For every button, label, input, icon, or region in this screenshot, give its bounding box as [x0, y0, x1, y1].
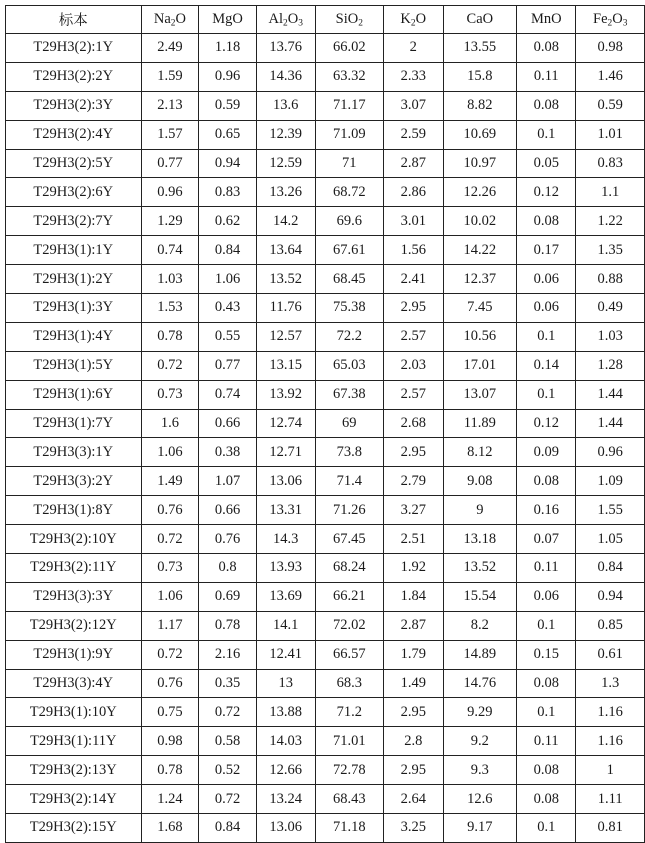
cell-sio2: 71.2 — [315, 698, 383, 727]
table-row — [6, 438, 645, 467]
cell-sample: T29H3(1):1Y — [6, 236, 142, 265]
cell-fe2o3: 0.83 — [576, 149, 645, 178]
cell-cao: 9.08 — [443, 467, 517, 496]
cell-al2o3: 12.59 — [256, 149, 315, 178]
table-row — [6, 582, 645, 611]
cell-mno: 0.09 — [517, 438, 576, 467]
cell-k2o: 2.68 — [383, 409, 443, 438]
cell-mno: 0.05 — [517, 149, 576, 178]
cell-na2o: 1.68 — [141, 814, 199, 843]
cell-fe2o3: 0.96 — [576, 438, 645, 467]
cell-na2o: 0.72 — [141, 525, 199, 554]
cell-fe2o3: 1.05 — [576, 525, 645, 554]
composition-table-container — [5, 5, 645, 843]
cell-sample: T29H3(2):2Y — [6, 62, 142, 91]
cell-sio2: 71.17 — [315, 91, 383, 120]
cell-al2o3: 13.92 — [256, 380, 315, 409]
cell-k2o: 2.8 — [383, 727, 443, 756]
cell-mno: 0.1 — [517, 814, 576, 843]
cell-al2o3: 13.64 — [256, 236, 315, 265]
cell-sample: T29H3(2):7Y — [6, 207, 142, 236]
cell-na2o: 0.74 — [141, 236, 199, 265]
cell-fe2o3: 0.81 — [576, 814, 645, 843]
cell-na2o: 0.78 — [141, 322, 199, 351]
cell-al2o3: 13.06 — [256, 467, 315, 496]
cell-cao: 9.29 — [443, 698, 517, 727]
cell-mno: 0.06 — [517, 294, 576, 323]
cell-al2o3: 13.06 — [256, 814, 315, 843]
cell-na2o: 1.49 — [141, 467, 199, 496]
cell-sio2: 69.6 — [315, 207, 383, 236]
cell-mgo: 0.96 — [199, 62, 257, 91]
cell-cao: 9.2 — [443, 727, 517, 756]
cell-cao: 8.12 — [443, 438, 517, 467]
cell-k2o: 2.33 — [383, 62, 443, 91]
table-row — [6, 467, 645, 496]
cell-k2o: 2 — [383, 34, 443, 63]
cell-mgo: 0.52 — [199, 756, 257, 785]
cell-mgo: 0.55 — [199, 322, 257, 351]
cell-mno: 0.08 — [517, 467, 576, 496]
table-row — [6, 409, 645, 438]
cell-sample: T29H3(3):3Y — [6, 582, 142, 611]
cell-al2o3: 14.36 — [256, 62, 315, 91]
cell-sio2: 69 — [315, 409, 383, 438]
cell-na2o: 1.29 — [141, 207, 199, 236]
cell-mgo: 0.76 — [199, 525, 257, 554]
cell-sample: T29H3(1):11Y — [6, 727, 142, 756]
cell-k2o: 2.79 — [383, 467, 443, 496]
cell-fe2o3: 1.16 — [576, 698, 645, 727]
cell-sample: T29H3(2):15Y — [6, 814, 142, 843]
cell-k2o: 2.51 — [383, 525, 443, 554]
cell-sio2: 68.45 — [315, 265, 383, 294]
cell-sample: T29H3(1):9Y — [6, 640, 142, 669]
cell-sio2: 71.18 — [315, 814, 383, 843]
cell-mgo: 0.65 — [199, 120, 257, 149]
cell-al2o3: 13.31 — [256, 496, 315, 525]
table-row — [6, 351, 645, 380]
cell-cao: 13.55 — [443, 34, 517, 63]
cell-mno: 0.11 — [517, 727, 576, 756]
cell-sio2: 66.21 — [315, 582, 383, 611]
cell-k2o: 2.95 — [383, 438, 443, 467]
cell-mno: 0.12 — [517, 409, 576, 438]
cell-fe2o3: 1.46 — [576, 62, 645, 91]
cell-cao: 13.07 — [443, 380, 517, 409]
cell-mgo: 0.62 — [199, 207, 257, 236]
cell-sio2: 68.3 — [315, 669, 383, 698]
cell-fe2o3: 1 — [576, 756, 645, 785]
cell-cao: 15.8 — [443, 62, 517, 91]
cell-mgo: 0.78 — [199, 611, 257, 640]
cell-cao: 7.45 — [443, 294, 517, 323]
cell-mno: 0.08 — [517, 34, 576, 63]
cell-fe2o3: 0.84 — [576, 554, 645, 583]
cell-k2o: 2.57 — [383, 380, 443, 409]
cell-fe2o3: 1.44 — [576, 380, 645, 409]
composition-table — [5, 5, 645, 843]
table-row — [6, 149, 645, 178]
table-row — [6, 62, 645, 91]
cell-sample: T29H3(2):13Y — [6, 756, 142, 785]
cell-al2o3: 13.52 — [256, 265, 315, 294]
table-row — [6, 640, 645, 669]
cell-sample: T29H3(3):1Y — [6, 438, 142, 467]
cell-sample: T29H3(1):8Y — [6, 496, 142, 525]
cell-na2o: 1.06 — [141, 582, 199, 611]
cell-al2o3: 13.88 — [256, 698, 315, 727]
cell-al2o3: 14.3 — [256, 525, 315, 554]
cell-k2o: 2.86 — [383, 178, 443, 207]
cell-mgo: 0.66 — [199, 409, 257, 438]
cell-al2o3: 12.66 — [256, 756, 315, 785]
cell-mno: 0.14 — [517, 351, 576, 380]
cell-sio2: 71.09 — [315, 120, 383, 149]
cell-sample: T29H3(2):5Y — [6, 149, 142, 178]
cell-fe2o3: 0.49 — [576, 294, 645, 323]
table-row — [6, 669, 645, 698]
cell-mgo: 0.69 — [199, 582, 257, 611]
cell-k2o: 2.57 — [383, 322, 443, 351]
cell-al2o3: 13.69 — [256, 582, 315, 611]
table-row — [6, 294, 645, 323]
cell-fe2o3: 1.03 — [576, 322, 645, 351]
table-row — [6, 91, 645, 120]
table-row — [6, 380, 645, 409]
header-al2o3: $Al_2O_3$ — [256, 6, 315, 34]
cell-sio2: 72.02 — [315, 611, 383, 640]
cell-al2o3: 12.71 — [256, 438, 315, 467]
cell-cao: 17.01 — [443, 351, 517, 380]
header-sample: 标本 — [6, 6, 142, 34]
cell-sample: T29H3(2):11Y — [6, 554, 142, 583]
cell-k2o: 2.87 — [383, 611, 443, 640]
cell-fe2o3: 1.44 — [576, 409, 645, 438]
table-row — [6, 322, 645, 351]
cell-cao: 14.22 — [443, 236, 517, 265]
cell-mgo: 0.66 — [199, 496, 257, 525]
cell-fe2o3: 1.01 — [576, 120, 645, 149]
cell-k2o: 2.87 — [383, 149, 443, 178]
cell-k2o: 2.59 — [383, 120, 443, 149]
cell-k2o: 3.01 — [383, 207, 443, 236]
cell-mno: 0.08 — [517, 91, 576, 120]
cell-mno: 0.1 — [517, 120, 576, 149]
cell-na2o: 1.6 — [141, 409, 199, 438]
table-row — [6, 120, 645, 149]
cell-mgo: 1.07 — [199, 467, 257, 496]
cell-mgo: 0.83 — [199, 178, 257, 207]
cell-sample: T29H3(2):14Y — [6, 785, 142, 814]
cell-al2o3: 11.76 — [256, 294, 315, 323]
cell-cao: 13.52 — [443, 554, 517, 583]
cell-na2o: 1.59 — [141, 62, 199, 91]
cell-fe2o3: 1.16 — [576, 727, 645, 756]
cell-cao: 12.37 — [443, 265, 517, 294]
cell-sio2: 67.61 — [315, 236, 383, 265]
table-row — [6, 756, 645, 785]
cell-mno: 0.15 — [517, 640, 576, 669]
cell-fe2o3: 0.85 — [576, 611, 645, 640]
cell-mno: 0.08 — [517, 756, 576, 785]
cell-mgo: 1.06 — [199, 265, 257, 294]
cell-na2o: 2.49 — [141, 34, 199, 63]
cell-na2o: 0.75 — [141, 698, 199, 727]
cell-sio2: 66.02 — [315, 34, 383, 63]
cell-k2o: 1.56 — [383, 236, 443, 265]
cell-cao: 10.97 — [443, 149, 517, 178]
table-row — [6, 611, 645, 640]
cell-na2o: 0.77 — [141, 149, 199, 178]
header-fe2o3: $Fe_2O_3$ — [576, 6, 645, 34]
cell-mgo: 0.74 — [199, 380, 257, 409]
cell-fe2o3: 1.11 — [576, 785, 645, 814]
cell-fe2o3: 1.1 — [576, 178, 645, 207]
cell-na2o: 0.96 — [141, 178, 199, 207]
cell-sample: T29H3(2):4Y — [6, 120, 142, 149]
cell-na2o: 0.72 — [141, 351, 199, 380]
table-row — [6, 236, 645, 265]
cell-na2o: 1.17 — [141, 611, 199, 640]
cell-al2o3: 12.39 — [256, 120, 315, 149]
cell-al2o3: 14.03 — [256, 727, 315, 756]
cell-mno: 0.11 — [517, 554, 576, 583]
cell-al2o3: 14.1 — [256, 611, 315, 640]
table-row — [6, 265, 645, 294]
cell-sio2: 71 — [315, 149, 383, 178]
cell-k2o: 2.95 — [383, 294, 443, 323]
cell-na2o: 0.76 — [141, 496, 199, 525]
cell-k2o: 2.03 — [383, 351, 443, 380]
cell-sio2: 72.78 — [315, 756, 383, 785]
cell-fe2o3: 0.88 — [576, 265, 645, 294]
cell-na2o: 0.76 — [141, 669, 199, 698]
cell-sample: T29H3(2):3Y — [6, 91, 142, 120]
cell-sio2: 72.2 — [315, 322, 383, 351]
cell-al2o3: 12.41 — [256, 640, 315, 669]
cell-al2o3: 13.15 — [256, 351, 315, 380]
cell-fe2o3: 1.28 — [576, 351, 645, 380]
cell-fe2o3: 1.22 — [576, 207, 645, 236]
cell-mno: 0.08 — [517, 669, 576, 698]
cell-fe2o3: 0.59 — [576, 91, 645, 120]
cell-al2o3: 13.26 — [256, 178, 315, 207]
cell-k2o: 1.49 — [383, 669, 443, 698]
cell-cao: 12.26 — [443, 178, 517, 207]
cell-na2o: 0.78 — [141, 756, 199, 785]
cell-sio2: 75.38 — [315, 294, 383, 323]
header-sio2: SiO$_2$ — [315, 6, 383, 34]
cell-sample: T29H3(2):10Y — [6, 525, 142, 554]
cell-al2o3: 13.6 — [256, 91, 315, 120]
cell-sio2: 68.24 — [315, 554, 383, 583]
cell-fe2o3: 1.35 — [576, 236, 645, 265]
cell-k2o: 3.07 — [383, 91, 443, 120]
cell-na2o: 1.53 — [141, 294, 199, 323]
cell-k2o: 1.92 — [383, 554, 443, 583]
cell-mgo: 0.77 — [199, 351, 257, 380]
header-row — [6, 6, 645, 34]
cell-al2o3: 13.24 — [256, 785, 315, 814]
cell-mno: 0.08 — [517, 785, 576, 814]
cell-al2o3: 13.76 — [256, 34, 315, 63]
cell-sio2: 67.45 — [315, 525, 383, 554]
cell-sio2: 68.43 — [315, 785, 383, 814]
cell-sio2: 66.57 — [315, 640, 383, 669]
cell-mgo: 0.72 — [199, 785, 257, 814]
cell-sample: T29H3(1):3Y — [6, 294, 142, 323]
cell-na2o: 1.06 — [141, 438, 199, 467]
cell-na2o: 1.03 — [141, 265, 199, 294]
table-row — [6, 698, 645, 727]
cell-sample: T29H3(2):6Y — [6, 178, 142, 207]
cell-sample: T29H3(1):10Y — [6, 698, 142, 727]
table-body — [6, 34, 645, 843]
cell-sample: T29H3(2):12Y — [6, 611, 142, 640]
table-row — [6, 727, 645, 756]
cell-cao: 8.82 — [443, 91, 517, 120]
cell-k2o: 2.95 — [383, 756, 443, 785]
cell-cao: 9.17 — [443, 814, 517, 843]
cell-sio2: 65.03 — [315, 351, 383, 380]
cell-mno: 0.16 — [517, 496, 576, 525]
cell-mno: 0.1 — [517, 611, 576, 640]
cell-fe2o3: 0.61 — [576, 640, 645, 669]
cell-cao: 8.2 — [443, 611, 517, 640]
cell-al2o3: 14.2 — [256, 207, 315, 236]
cell-k2o: 3.25 — [383, 814, 443, 843]
cell-sio2: 73.8 — [315, 438, 383, 467]
cell-sio2: 71.4 — [315, 467, 383, 496]
cell-cao: 15.54 — [443, 582, 517, 611]
cell-al2o3: 13.93 — [256, 554, 315, 583]
cell-mno: 0.06 — [517, 265, 576, 294]
cell-al2o3: 13 — [256, 669, 315, 698]
cell-mgo: 0.38 — [199, 438, 257, 467]
cell-k2o: 1.79 — [383, 640, 443, 669]
cell-fe2o3: 0.94 — [576, 582, 645, 611]
header-k2o: $K_2O$ — [383, 6, 443, 34]
cell-sample: T29H3(1):6Y — [6, 380, 142, 409]
cell-fe2o3: 1.3 — [576, 669, 645, 698]
cell-sample: T29H3(1):2Y — [6, 265, 142, 294]
cell-cao: 13.18 — [443, 525, 517, 554]
cell-cao: 9.3 — [443, 756, 517, 785]
cell-mgo: 0.8 — [199, 554, 257, 583]
cell-mno: 0.06 — [517, 582, 576, 611]
cell-sample: T29H3(1):7Y — [6, 409, 142, 438]
cell-mgo: 2.16 — [199, 640, 257, 669]
cell-mno: 0.11 — [517, 62, 576, 91]
cell-mno: 0.1 — [517, 698, 576, 727]
cell-cao: 12.6 — [443, 785, 517, 814]
cell-k2o: 2.41 — [383, 265, 443, 294]
cell-mgo: 0.94 — [199, 149, 257, 178]
cell-al2o3: 12.74 — [256, 409, 315, 438]
cell-sample: T29H3(1):5Y — [6, 351, 142, 380]
cell-cao: 9 — [443, 496, 517, 525]
cell-sio2: 71.01 — [315, 727, 383, 756]
table-row — [6, 178, 645, 207]
table-row — [6, 496, 645, 525]
cell-cao: 11.89 — [443, 409, 517, 438]
cell-fe2o3: 1.09 — [576, 467, 645, 496]
table-row — [6, 207, 645, 236]
cell-fe2o3: 1.55 — [576, 496, 645, 525]
cell-cao: 14.76 — [443, 669, 517, 698]
cell-fe2o3: 0.98 — [576, 34, 645, 63]
cell-sio2: 68.72 — [315, 178, 383, 207]
cell-mno: 0.08 — [517, 207, 576, 236]
cell-mgo: 0.72 — [199, 698, 257, 727]
cell-k2o: 2.64 — [383, 785, 443, 814]
cell-mno: 0.07 — [517, 525, 576, 554]
table-row — [6, 525, 645, 554]
header-mgo: MgO — [199, 6, 257, 34]
cell-na2o: 1.24 — [141, 785, 199, 814]
cell-mno: 0.17 — [517, 236, 576, 265]
cell-cao: 14.89 — [443, 640, 517, 669]
cell-na2o: 0.73 — [141, 380, 199, 409]
cell-al2o3: 12.57 — [256, 322, 315, 351]
cell-k2o: 3.27 — [383, 496, 443, 525]
table-row — [6, 785, 645, 814]
cell-cao: 10.56 — [443, 322, 517, 351]
cell-mgo: 0.84 — [199, 814, 257, 843]
cell-cao: 10.02 — [443, 207, 517, 236]
header-cao: CaO — [443, 6, 517, 34]
cell-na2o: 1.57 — [141, 120, 199, 149]
cell-sample: T29H3(3):4Y — [6, 669, 142, 698]
cell-mgo: 0.59 — [199, 91, 257, 120]
cell-mno: 0.1 — [517, 322, 576, 351]
cell-mno: 0.12 — [517, 178, 576, 207]
cell-na2o: 0.98 — [141, 727, 199, 756]
cell-sample: T29H3(3):2Y — [6, 467, 142, 496]
cell-mgo: 0.35 — [199, 669, 257, 698]
cell-sample: T29H3(1):4Y — [6, 322, 142, 351]
table-row — [6, 814, 645, 843]
cell-mno: 0.1 — [517, 380, 576, 409]
cell-cao: 10.69 — [443, 120, 517, 149]
cell-na2o: 2.13 — [141, 91, 199, 120]
header-na2o: $Na_2O$ — [141, 6, 199, 34]
table-row — [6, 34, 645, 63]
cell-mgo: 0.43 — [199, 294, 257, 323]
cell-sio2: 67.38 — [315, 380, 383, 409]
cell-mgo: 0.58 — [199, 727, 257, 756]
header-mno: MnO — [517, 6, 576, 34]
cell-sio2: 71.26 — [315, 496, 383, 525]
cell-sio2: 63.32 — [315, 62, 383, 91]
cell-sample: T29H3(2):1Y — [6, 34, 142, 63]
cell-k2o: 1.84 — [383, 582, 443, 611]
cell-na2o: 0.72 — [141, 640, 199, 669]
cell-mgo: 1.18 — [199, 34, 257, 63]
cell-na2o: 0.73 — [141, 554, 199, 583]
table-row — [6, 554, 645, 583]
cell-mgo: 0.84 — [199, 236, 257, 265]
cell-k2o: 2.95 — [383, 698, 443, 727]
